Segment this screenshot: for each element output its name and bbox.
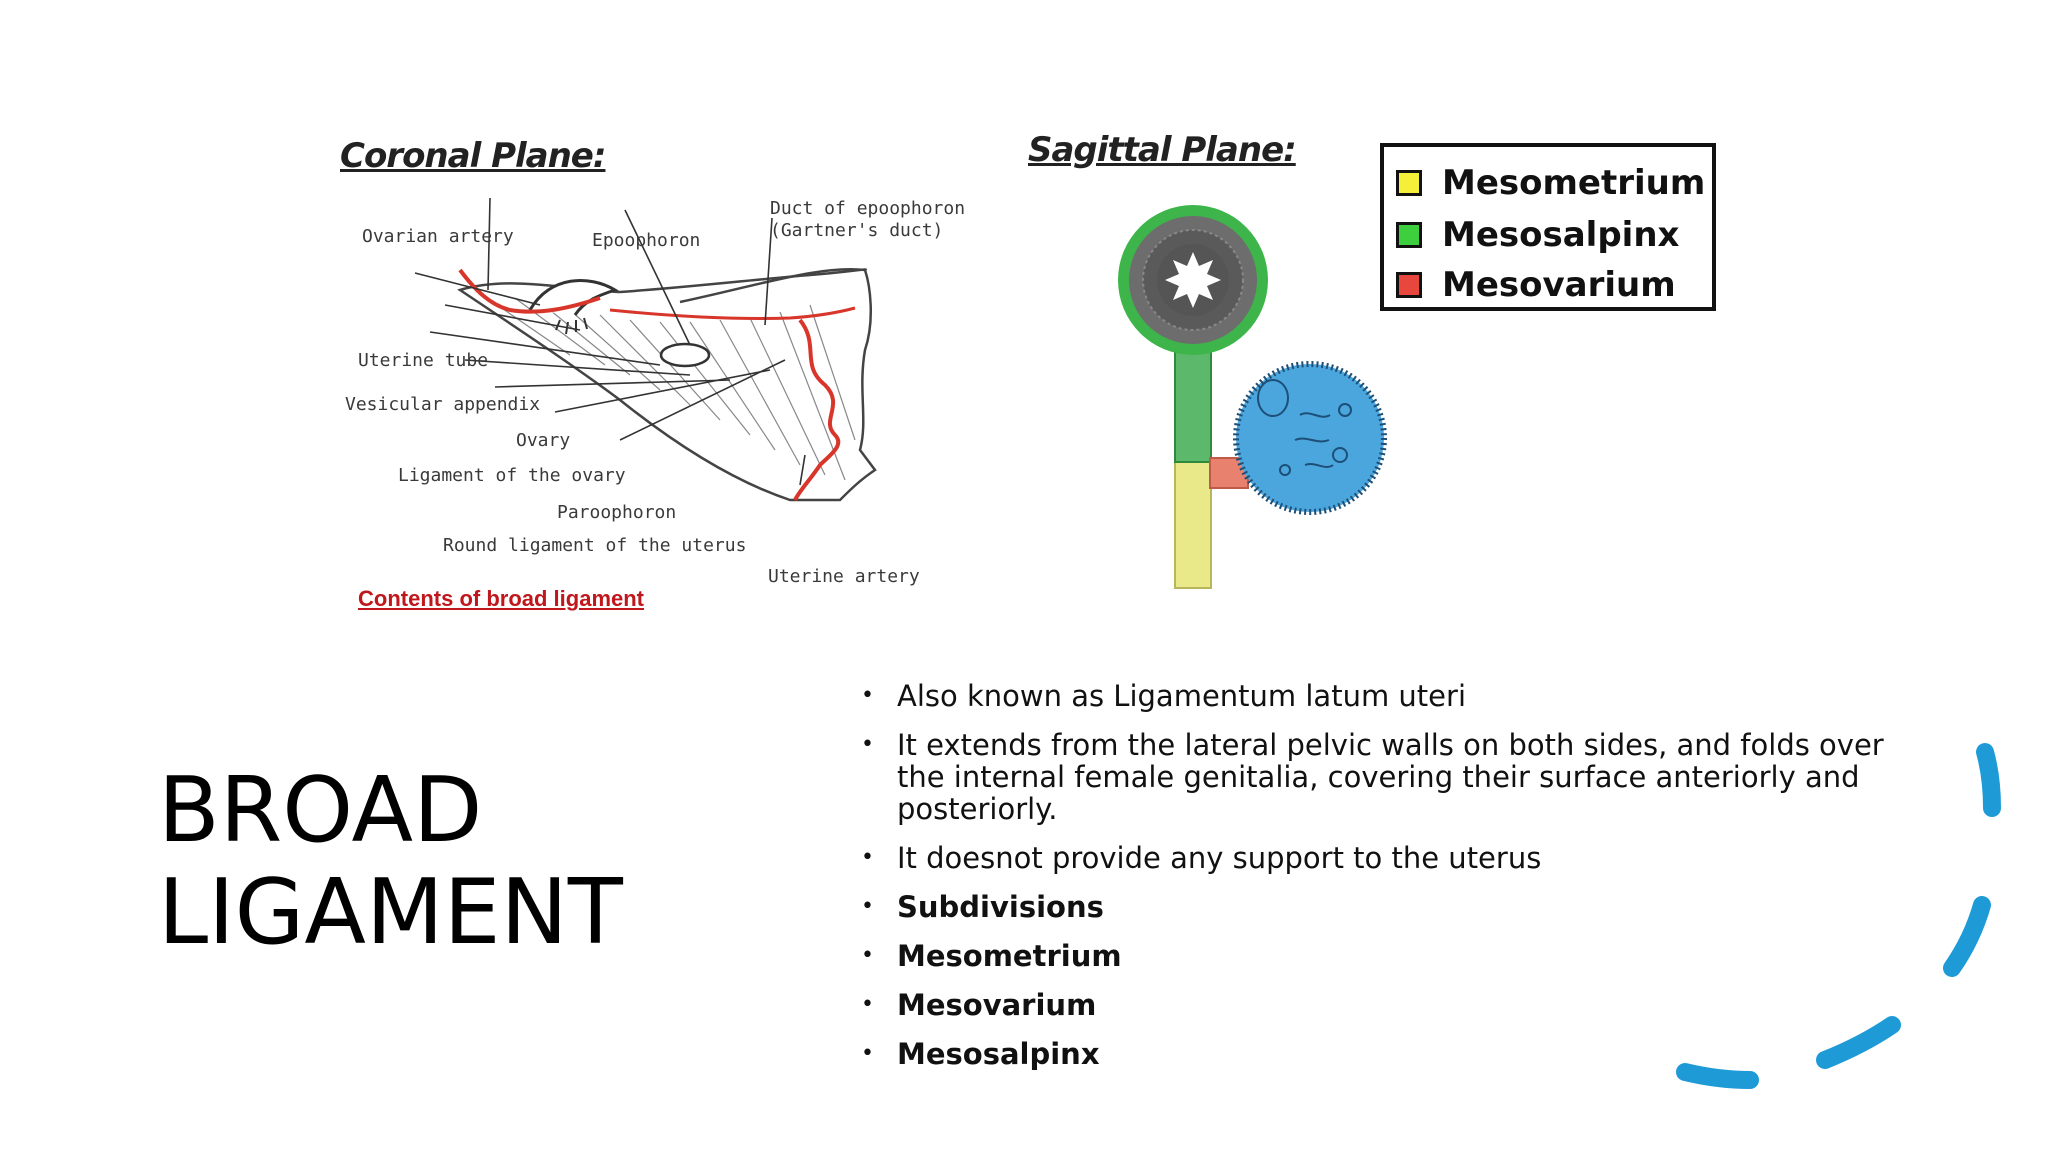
- legend-swatch-yellow: [1396, 170, 1422, 196]
- ovary-shape: [661, 344, 709, 366]
- bullet-marker: •: [861, 943, 874, 968]
- label-ovary: Ovary: [516, 430, 571, 451]
- bullet-text: Mesovarium: [897, 988, 1097, 1022]
- label-vesicular-appendix: Vesicular appendix: [345, 394, 541, 415]
- bullet-text: Also known as Ligamentum latum uteri: [897, 679, 1466, 713]
- bullet-text: Mesosalpinx: [897, 1037, 1100, 1071]
- coronal-caption: Contents of broad ligament: [358, 586, 644, 611]
- slide-title: [158, 760, 758, 964]
- label-gartners-duct: (Gartner's duct): [770, 220, 944, 241]
- bullet-marker: •: [861, 732, 874, 757]
- slide-title-line-2: LIGAMENT: [158, 860, 623, 965]
- slide-title-line-1: BROAD: [158, 758, 483, 863]
- label-round-ligament: Round ligament of the uterus: [443, 535, 747, 556]
- bullet-marker: •: [861, 1041, 874, 1066]
- legend-box: [1380, 143, 1716, 311]
- legend-label: Mesometrium: [1442, 163, 1706, 203]
- legend-item-mesometrium: [1396, 163, 1705, 203]
- legend-swatch-green: [1396, 222, 1422, 248]
- legend-label: Mesosalpinx: [1442, 215, 1680, 255]
- bullet-marker: •: [861, 992, 874, 1017]
- label-paroophoron: Paroophoron: [557, 502, 677, 523]
- legend-item-mesovarium: [1396, 265, 1676, 305]
- bullet-marker: •: [861, 845, 874, 870]
- mesosalpinx-region: [1175, 340, 1211, 462]
- bullet-text: It doesnot provide any support to the uterus: [897, 841, 1542, 875]
- legend-swatch-red: [1396, 272, 1422, 298]
- label-duct-epoophoron: Duct of epoophoron: [770, 198, 966, 219]
- mesometrium-region: [1175, 460, 1211, 588]
- bullet-text: Subdivisions: [897, 890, 1104, 924]
- label-ovarian-artery: Ovarian artery: [362, 226, 514, 247]
- bullet-text: It extends from the lateral pelvic walls on both sides, and folds over the internal female genitalia, covering their surface anteriorly and posteriorly.: [897, 728, 1884, 826]
- bullet-marker: •: [861, 683, 874, 708]
- bullet-marker: •: [861, 894, 874, 919]
- decorative-dashed-arc: [1640, 730, 2020, 1110]
- label-uterine-artery: Uterine artery: [768, 566, 920, 587]
- bullet-text: Mesometrium: [897, 939, 1122, 973]
- sagittal-diagram: [1100, 190, 1410, 600]
- label-epoophoron: Epoophoron: [592, 230, 701, 251]
- legend-item-mesosalpinx: [1396, 215, 1679, 255]
- bullet-item: [855, 680, 1915, 712]
- coronal-plane-title: Coronal Plane:: [340, 136, 606, 176]
- label-uterine-tube: Uterine tube: [358, 350, 489, 371]
- label-ligament-ovary: Ligament of the ovary: [398, 465, 626, 486]
- legend-label: Mesovarium: [1442, 265, 1676, 305]
- sagittal-plane-title: Sagittal Plane:: [1028, 130, 1296, 170]
